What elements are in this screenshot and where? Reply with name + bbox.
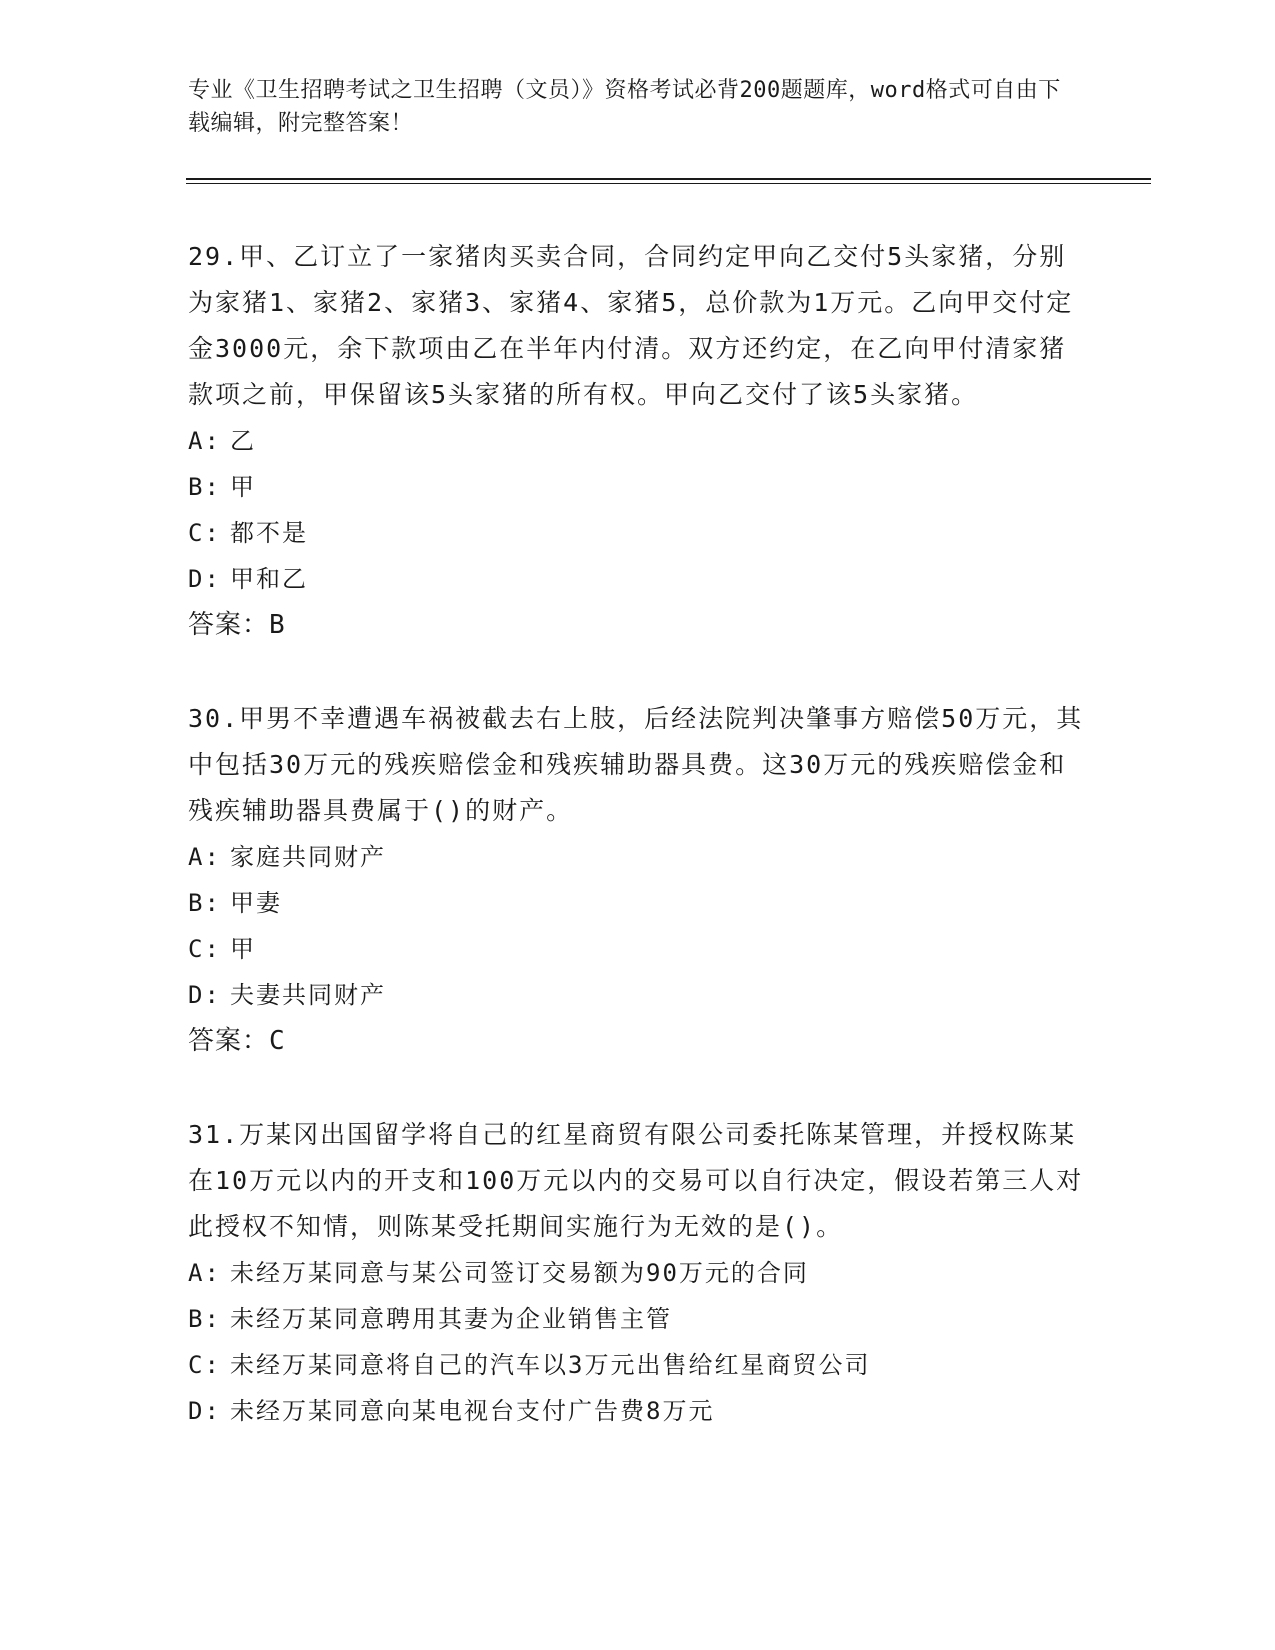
question-list <box>188 234 1088 1482</box>
option-text: 夫妻共同财产 <box>230 981 386 1009</box>
option-key: A: <box>188 1259 221 1287</box>
option-b <box>188 1296 1088 1342</box>
answer-line: 答案：B <box>188 610 286 640</box>
option-key: B: <box>188 473 221 501</box>
question-stem: 31.万某冈出国留学将自己的红星商贸有限公司委托陈某管理，并授权陈某在10万元以内的开支和100万元以内的交易可以自行决定，假设若第三人对此授权不知情，则陈某受托期间实施行为无效的是()。 <box>188 1120 1084 1241</box>
option-a <box>188 834 1088 880</box>
option-text: 都不是 <box>230 519 308 547</box>
option-c <box>188 926 1088 972</box>
header-text: 专业《卫生招聘考试之卫生招聘（文员）》资格考试必背200题题库，word格式可自由下载编辑，附完整答案！ <box>188 78 1061 136</box>
option-b <box>188 880 1088 926</box>
option-key: D: <box>188 565 221 593</box>
option-d <box>188 1388 1088 1434</box>
option-key: C: <box>188 519 221 547</box>
option-key: D: <box>188 1397 221 1425</box>
option-a <box>188 418 1088 464</box>
option-text: 乙 <box>230 427 256 455</box>
option-key: A: <box>188 843 221 871</box>
option-text: 未经万某同意向某电视台支付广告费8万元 <box>230 1397 715 1425</box>
option-text: 甲 <box>230 473 256 501</box>
option-key: C: <box>188 1351 221 1379</box>
option-c <box>188 1342 1088 1388</box>
option-key: C: <box>188 935 221 963</box>
option-text: 未经万某同意与某公司签订交易额为90万元的合同 <box>230 1259 809 1287</box>
option-a <box>188 1250 1088 1296</box>
option-text: 家庭共同财产 <box>230 843 386 871</box>
option-key: A: <box>188 427 221 455</box>
option-c <box>188 510 1088 556</box>
option-text: 未经万某同意将自己的汽车以3万元出售给红星商贸公司 <box>230 1351 871 1379</box>
option-key: D: <box>188 981 221 1009</box>
option-text: 甲妻 <box>230 889 282 917</box>
question-31 <box>188 1112 1088 1434</box>
header-divider-thin <box>186 183 1151 184</box>
option-d <box>188 556 1088 602</box>
option-d <box>188 972 1088 1018</box>
question-29 <box>188 234 1088 648</box>
question-stem: 29.甲、乙订立了一家猪肉买卖合同，合同约定甲向乙交付5头家猪，分别为家猪1、家猪2、家猪3、家猪4、家猪5，总价款为1万元。乙向甲交付定金3000元，余下款项由乙在半年内付清。双方还约定，在乙向甲付清家猪款项之前，甲保留该5头家猪的所有权。甲向乙交付了该5头家猪。 <box>188 242 1074 409</box>
option-b <box>188 464 1088 510</box>
option-text: 未经万某同意聘用其妻为企业销售主管 <box>230 1305 672 1333</box>
header-divider-thick <box>186 178 1151 180</box>
document-header <box>188 74 1078 140</box>
option-key: B: <box>188 1305 221 1333</box>
question-stem: 30.甲男不幸遭遇车祸被截去右上肢，后经法院判决肇事方赔偿50万元，其中包括30万元的残疾赔偿金和残疾辅助器具费。这30万元的残疾赔偿金和残疾辅助器具费属于()的财产。 <box>188 704 1084 825</box>
option-key: B: <box>188 889 221 917</box>
option-text: 甲和乙 <box>230 565 308 593</box>
option-text: 甲 <box>230 935 256 963</box>
question-30 <box>188 696 1088 1064</box>
answer-line: 答案：C <box>188 1026 286 1056</box>
